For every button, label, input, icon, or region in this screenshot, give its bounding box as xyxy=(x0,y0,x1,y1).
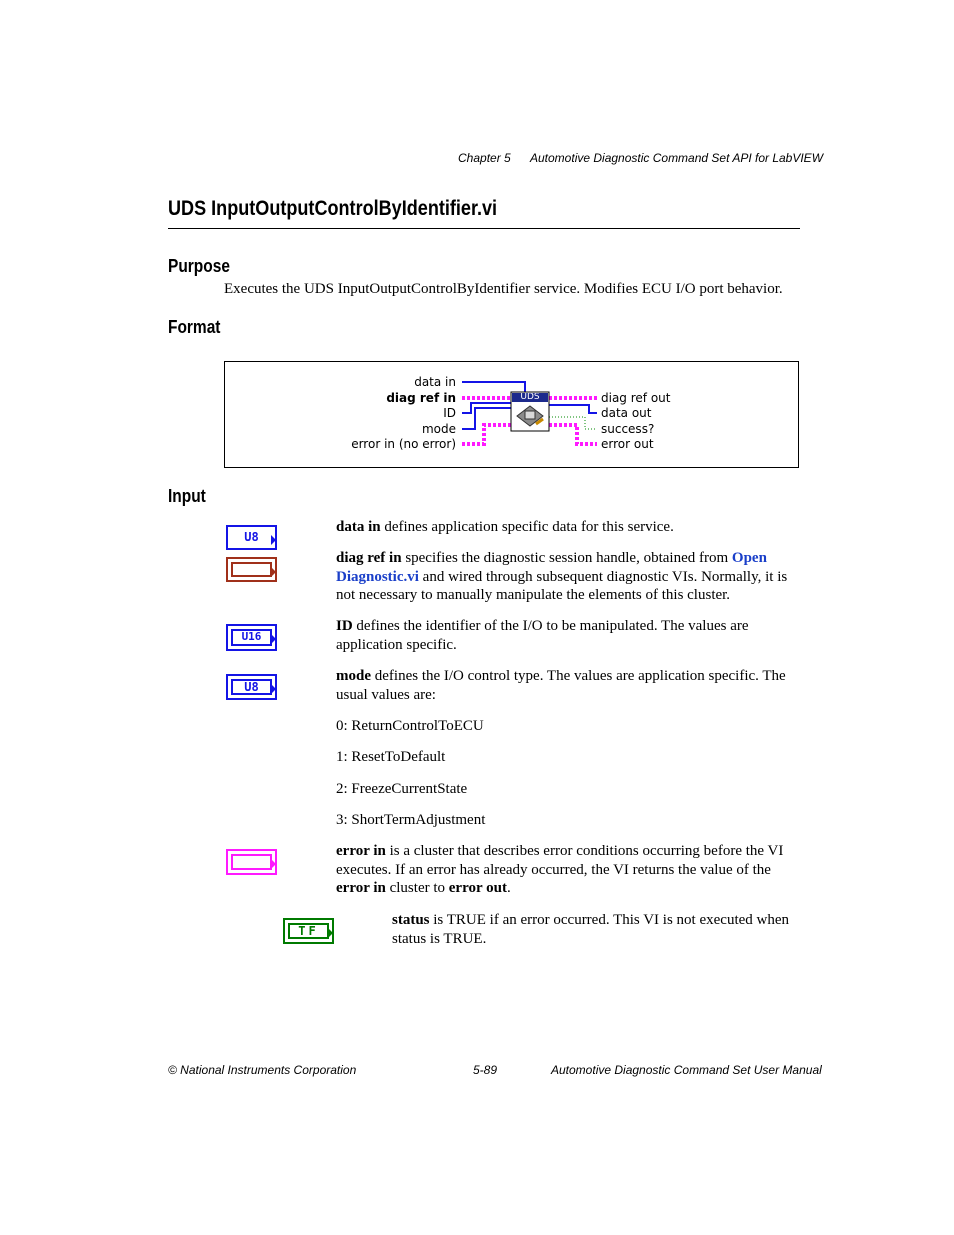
error-in-name-2: error in xyxy=(336,880,386,896)
data-in-description xyxy=(336,518,802,537)
open-diagnostic-link[interactable]: Open Diagnostic.vi xyxy=(336,550,767,585)
status-description xyxy=(392,911,804,948)
terminal-data-in: data in xyxy=(414,375,456,389)
header-chapter: Chapter 5 xyxy=(458,151,511,165)
error-in-text-3: . xyxy=(506,880,511,896)
diag-ref-text-2: and wired through subsequent diagnostic VIs. Normally, it is not necessary to manually manipulate the elements of this cluster. xyxy=(336,568,788,603)
mode-value-2: 2: FreezeCurrentState xyxy=(336,781,468,797)
title-rule xyxy=(168,228,800,229)
terminal-id: ID xyxy=(443,406,456,420)
error-in-name: error in xyxy=(336,843,386,859)
data-in-text: defines application specific data for this service. xyxy=(380,519,674,535)
id-name: ID xyxy=(336,618,353,634)
footer-copyright: © National Instruments Corporation xyxy=(168,1063,357,1077)
terminal-error-out: error out xyxy=(601,437,654,451)
error-in-text-1: is a cluster that describes error conditions occurring before the VI executes. If an error has already occurred, the VI returns the value of the xyxy=(336,843,784,878)
u16-icon: U16 xyxy=(226,624,277,651)
terminal-diag-ref-out: diag ref out xyxy=(601,391,671,405)
running-header-title xyxy=(530,151,823,165)
terminal-success: success? xyxy=(601,422,655,436)
terminal-diag-ref-in: diag ref in xyxy=(386,391,456,405)
u8-icon: U8 xyxy=(226,674,277,700)
error-in-description xyxy=(336,842,802,898)
error-out-name: error out xyxy=(448,880,507,896)
footer-manual-title: Automotive Diagnostic Command Set User Manual xyxy=(551,1063,822,1077)
terminal-mode: mode xyxy=(421,422,456,436)
diag-ref-name: diag ref in xyxy=(336,550,402,566)
id-text: defines the identifier of the I/O to be manipulated. The values are application specific. xyxy=(336,618,749,653)
diag-ref-description xyxy=(336,549,802,605)
vi-icon-label: UDS xyxy=(520,392,540,402)
mode-value-3: 3: ShortTermAdjustment xyxy=(336,812,486,828)
running-header xyxy=(458,151,511,165)
data-in-name: data in xyxy=(336,519,381,535)
purpose-text: Executes the UDS InputOutputControlByIdentifier service. Modifies ECU I/O port behavior. xyxy=(224,281,783,297)
page-title: UDS InputOutputControlByIdentifier.vi xyxy=(168,197,498,220)
format-heading: Format xyxy=(168,317,221,337)
u8-array-icon: U8 xyxy=(226,525,277,550)
mode-text: defines the I/O control type. The values are application specific. The usual values are: xyxy=(336,668,786,703)
error-cluster-icon xyxy=(226,849,277,875)
diag-ref-text-1: specifies the diagnostic session handle, obtained from xyxy=(401,550,732,566)
mode-value-1: 1: ResetToDefault xyxy=(336,749,446,765)
connector-pane-box xyxy=(224,361,799,468)
diag-ref-cluster-icon xyxy=(226,557,277,582)
footer-page-number: 5-89 xyxy=(473,1063,498,1077)
id-description xyxy=(336,617,802,654)
mode-name: mode xyxy=(336,668,371,684)
mode-description xyxy=(336,667,802,704)
status-name: status xyxy=(392,912,430,928)
mode-value-0: 0: ReturnControlToECU xyxy=(336,718,484,734)
status-text: is TRUE if an error occurred. This VI is not executed when status is TRUE. xyxy=(392,912,790,947)
terminal-error-in: error in (no error) xyxy=(351,437,456,451)
header-chapter-title: Automotive Diagnostic Command Set API for LabVIEW xyxy=(530,151,824,165)
purpose-heading: Purpose xyxy=(168,256,230,276)
error-in-text-2: cluster to xyxy=(385,880,449,896)
connector-pane-wires xyxy=(225,362,800,469)
terminal-data-out: data out xyxy=(601,406,652,420)
boolean-tf-icon: TF xyxy=(283,918,334,944)
input-heading: Input xyxy=(168,486,206,506)
